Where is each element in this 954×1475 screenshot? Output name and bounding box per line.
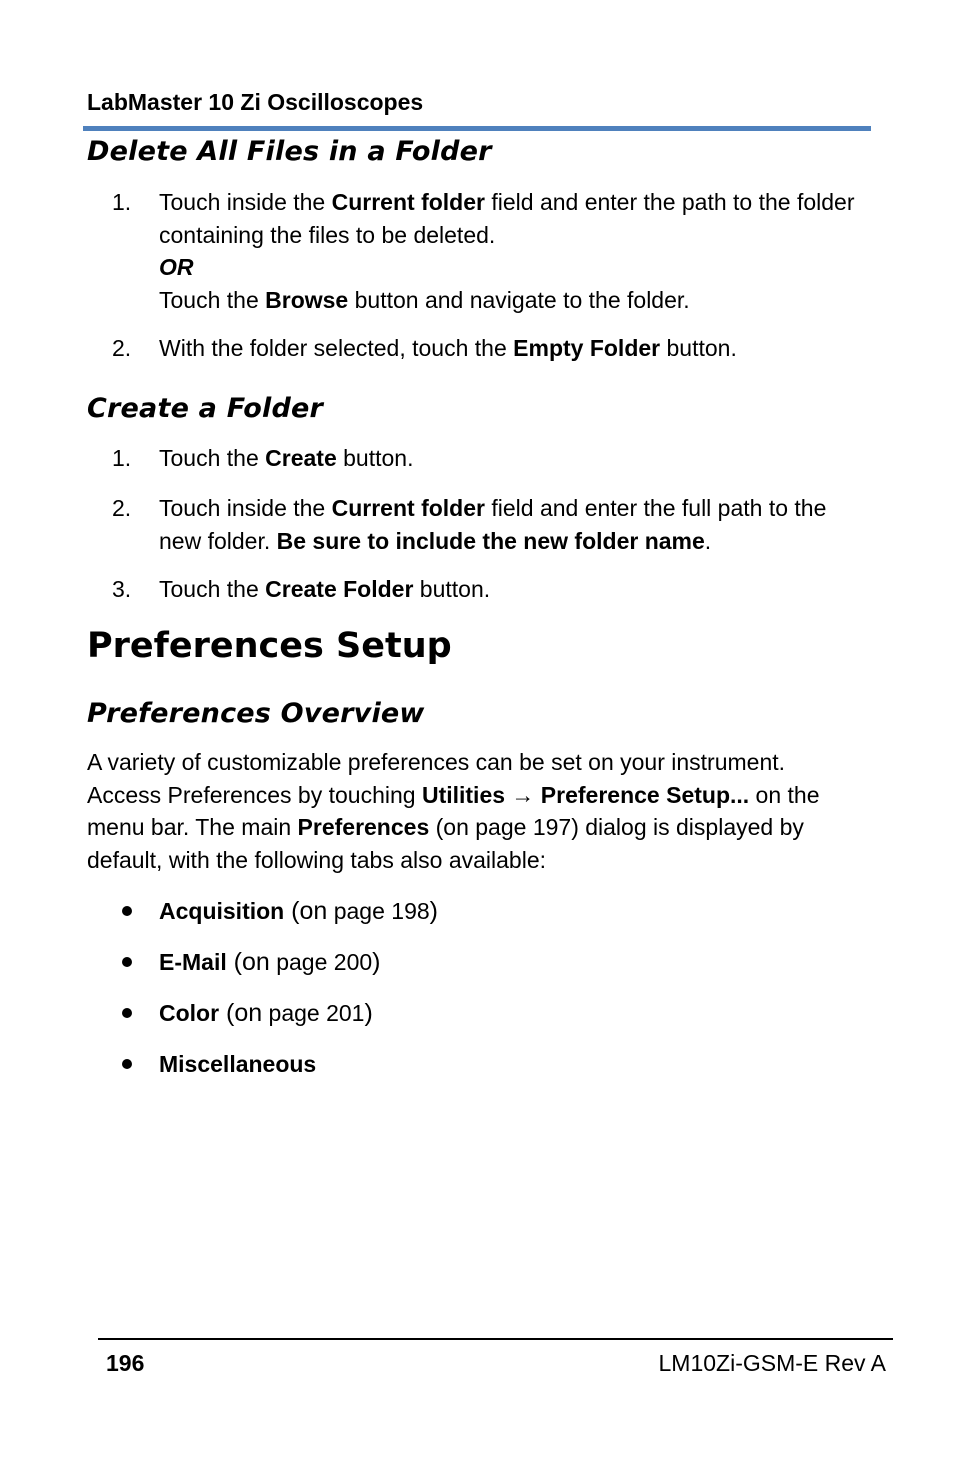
step-number: 2.	[112, 335, 132, 361]
heading-preferences-setup: Preferences Setup	[87, 626, 452, 666]
heading-delete-all-files: Delete All Files in a Folder	[87, 136, 492, 167]
or-label: OR	[159, 254, 194, 280]
step-number: 3.	[112, 576, 132, 602]
footer-rule	[98, 1338, 893, 1340]
bullet-icon	[122, 1008, 132, 1018]
create-folder-label: Create Folder	[265, 576, 414, 602]
paren: )	[372, 948, 381, 976]
on-word: on	[242, 948, 270, 976]
bullet-icon	[122, 1059, 132, 1069]
menu-path: Utilities → Preference Setup...	[421, 781, 750, 808]
step-number: 1.	[112, 445, 132, 471]
step-text-part: field and enter the path to the folder containing the files to be deleted.	[159, 189, 855, 248]
browse-label: Browse	[265, 286, 349, 313]
step-text-part: field and enter the full path to the new folder.	[159, 495, 827, 554]
step-text-part: With the folder selected, touch the	[159, 335, 514, 361]
page-ref: page 198	[327, 898, 430, 924]
paren: (	[219, 999, 235, 1027]
para-text-part: (on page 197) dialog is displayed by default, with the following tabs also available:	[87, 814, 804, 873]
new-folder-name-note: Be sure to include the new folder name	[276, 527, 705, 554]
paren: )	[429, 897, 438, 925]
tab-name: Acquisition	[159, 898, 285, 924]
step-text	[159, 573, 859, 606]
page-ref: page 201	[262, 1000, 365, 1026]
heading-preferences-overview: Preferences Overview	[87, 698, 425, 729]
list-item-text	[159, 1048, 316, 1080]
step-text-part: Touch the	[159, 576, 266, 602]
para-text-part: A variety of customizable preferences can be set on your instrument. Access Preferences by touching	[87, 749, 786, 808]
step-text-part: button.	[660, 335, 737, 361]
document-id: LM10Zi-GSM-E Rev A	[658, 1350, 886, 1376]
step-text-part: button and navigate to the folder.	[348, 286, 690, 313]
step-number: 2.	[112, 495, 132, 521]
step-text	[159, 442, 859, 475]
step-number: 1.	[112, 189, 132, 215]
step-text-part: Touch the	[159, 286, 266, 313]
paren: (	[284, 897, 300, 925]
preferences-paragraph	[87, 746, 857, 876]
step-text-part: Touch the	[159, 445, 266, 471]
page-number: 196	[106, 1350, 145, 1376]
running-header: LabMaster 10 Zi Oscilloscopes	[87, 89, 424, 115]
step-text-part: Touch inside the	[159, 495, 332, 521]
paren: )	[364, 999, 373, 1027]
para-text-part: on the menu bar. The main	[87, 781, 820, 840]
bullet-icon	[122, 957, 132, 967]
current-folder-label: Current folder	[331, 189, 485, 215]
heading-create-folder: Create a Folder	[87, 393, 324, 424]
preferences-label: Preferences	[297, 814, 430, 840]
empty-folder-label: Empty Folder	[513, 335, 661, 361]
page-ref: page 200	[269, 949, 373, 975]
list-item-text	[159, 946, 380, 978]
on-word: on	[234, 999, 263, 1027]
header-rule	[83, 126, 871, 131]
step-text-part: button.	[413, 576, 491, 602]
step-text-part: Touch inside the	[159, 189, 332, 215]
tab-name: E-Mail	[159, 949, 227, 975]
list-item-text	[159, 997, 373, 1029]
tab-name: Miscellaneous	[159, 1051, 317, 1077]
bullet-icon	[122, 906, 132, 916]
step-text	[159, 492, 859, 557]
step-text	[159, 332, 859, 365]
list-item-text	[159, 895, 438, 927]
current-folder-label: Current folder	[331, 495, 485, 521]
step-text	[159, 186, 859, 316]
step-text-part: .	[704, 527, 712, 554]
create-label: Create	[265, 445, 337, 471]
paren: (	[226, 948, 243, 976]
on-word: on	[299, 897, 328, 925]
tab-name: Color	[159, 1000, 220, 1026]
step-text-part: button.	[336, 445, 414, 471]
